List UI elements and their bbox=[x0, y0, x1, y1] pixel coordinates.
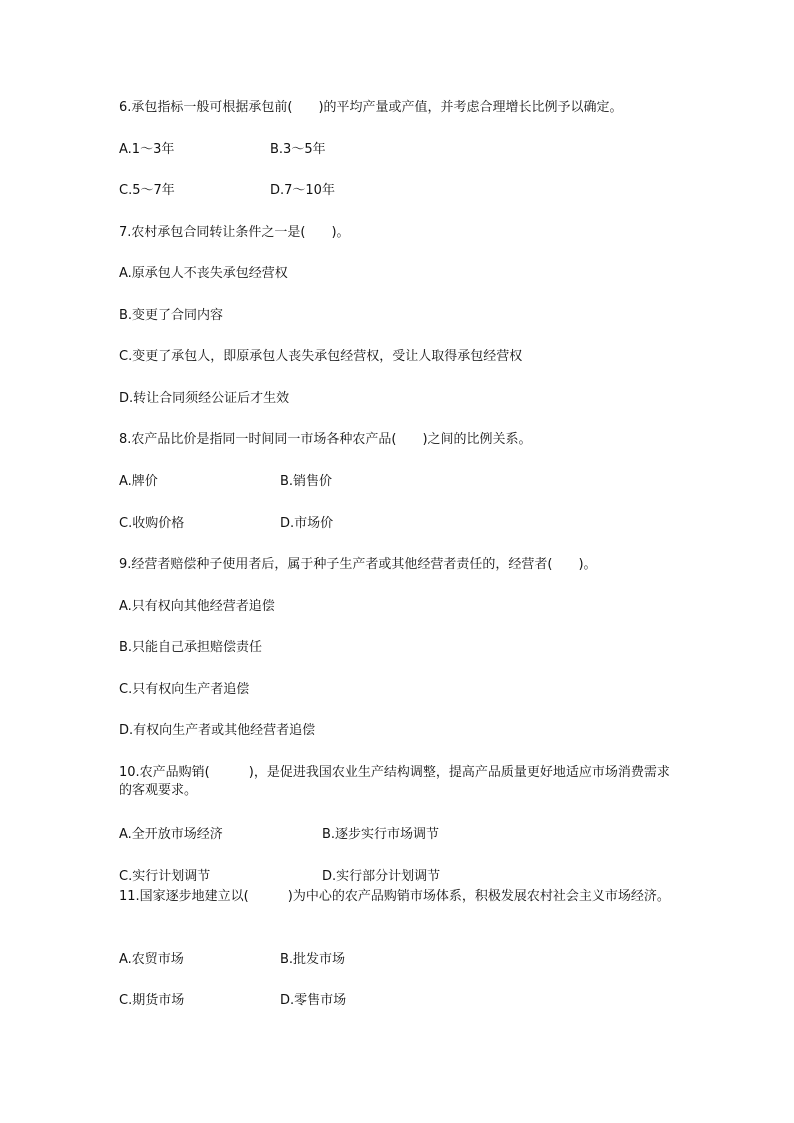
question-10-option-c: C.实行计划调节 bbox=[119, 869, 211, 884]
question-6-option-d: D.7～10年 bbox=[270, 183, 335, 198]
question-6-option-c: C.5～7年 bbox=[119, 183, 175, 198]
question-10-option-b: B.逐步实行市场调节 bbox=[322, 827, 440, 842]
question-9-option-c: C.只有权向生产者追偿 bbox=[119, 682, 250, 697]
question-11-option-a: A.农贸市场 bbox=[119, 952, 184, 967]
question-8-stem: 8.农产品比价是指同一时间同一市场各种农产品( )之间的比例关系。 bbox=[119, 432, 532, 447]
question-8-option-d: D.市场价 bbox=[280, 516, 334, 531]
question-6-stem: 6.承包指标一般可根据承包前( )的平均产量或产值，并考虑合理增长比例予以确定。 bbox=[119, 100, 623, 115]
question-9-option-b: B.只能自己承担赔偿责任 bbox=[119, 640, 263, 655]
question-7-option-a: A.原承包人不丧失承包经营权 bbox=[119, 266, 288, 281]
question-10-stem: 10.农产品购销( )，是促进我国农业生产结构调整，提高产品质量更好地适应市场消费需求的客观要求。 bbox=[119, 765, 670, 798]
question-7-option-b: B.变更了合同内容 bbox=[119, 308, 224, 323]
question-6-option-b: B.3～5年 bbox=[270, 142, 326, 157]
question-10-option-d: D.实行部分计划调节 bbox=[322, 869, 441, 884]
question-9-option-d: D.有权向生产者或其他经营者追偿 bbox=[119, 723, 316, 738]
question-10-option-a: A.全开放市场经济 bbox=[119, 827, 223, 842]
question-7-option-c: C.变更了承包人，即原承包人丧失承包经营权，受让人取得承包经营权 bbox=[119, 349, 523, 364]
question-11-option-d: D.零售市场 bbox=[280, 993, 347, 1008]
question-9-option-a: A.只有权向其他经营者追偿 bbox=[119, 599, 275, 614]
question-8-option-a: A.牌价 bbox=[119, 474, 158, 489]
question-9-stem: 9.经营者赔偿种子使用者后，属于种子生产者或其他经营者责任的，经营者( )。 bbox=[119, 557, 597, 572]
question-6-option-a: A.1～3年 bbox=[119, 142, 175, 157]
question-11-option-b: B.批发市场 bbox=[280, 952, 346, 967]
question-11-option-c: C.期货市场 bbox=[119, 993, 185, 1008]
question-11-stem: 11.国家逐步地建立以( )为中心的农产品购销市场体系，积极发展农村社会主义市场经济。 bbox=[119, 889, 670, 904]
question-8-option-b: B.销售价 bbox=[280, 474, 333, 489]
question-7-option-d: D.转让合同须经公证后才生效 bbox=[119, 391, 290, 406]
question-8-option-c: C.收购价格 bbox=[119, 516, 185, 531]
question-7-stem: 7.农村承包合同转让条件之一是( )。 bbox=[119, 225, 350, 240]
